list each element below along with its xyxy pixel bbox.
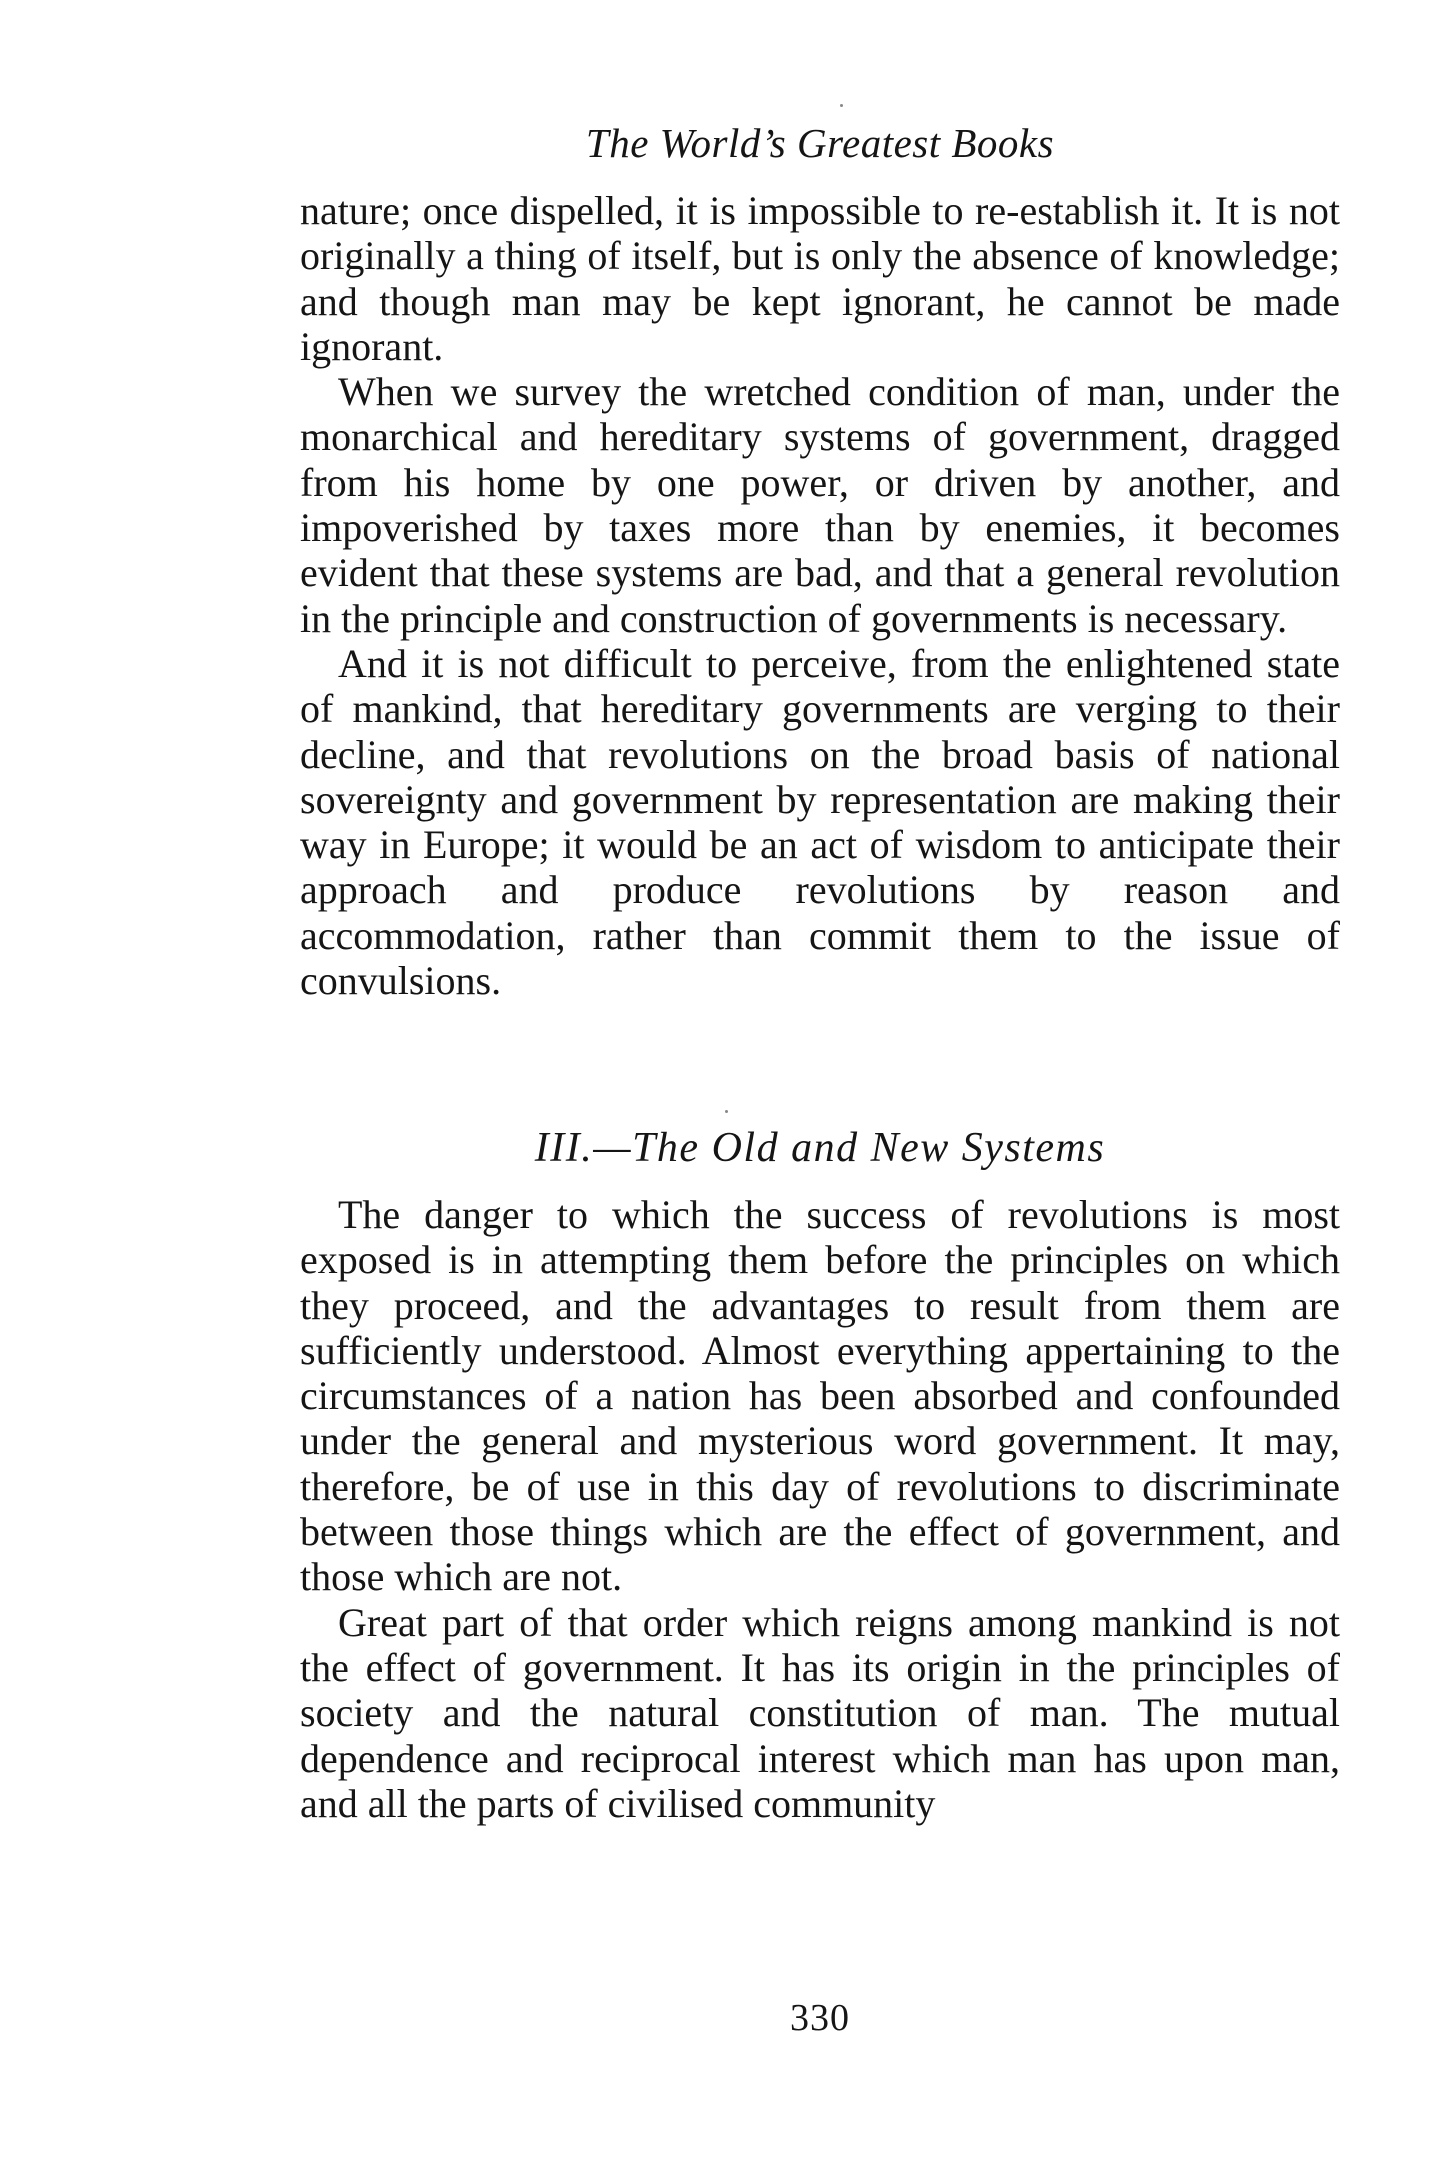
paragraph: And it is not difficult to perceive, from the enlightened state of mankind, that hereditary governments are verging to their decline, and that revolutions on the broad basis of national sovereignty and government by representation are making their way in Europe; it would be an act of wisdom to anticipate their approach and produce revolutions by reason and accommodation, rather than commit them to the issue of convulsions. [300,640,1340,1004]
paragraph: The danger to which the success of revolutions is most exposed is in attempting them before the principles on which they proceed, and the advantages to result from them are sufficiently understood. Almost everything appertaining to the circumstances of a nation has been absorbed and confounded under the general and mysterious word government. It may, therefore, be of use in this day of revolutions to discriminate between those things which are the effect of government, and those which are not. [300,1192,1340,1600]
paragraph: Great part of that order which reigns among mankind is not the effect of government. It has its origin in the principles of society and the natural constitution of man. The mutual dependence and reciprocal interest which man has upon man, and all the parts of civilised community [300,1599,1340,1826]
print-speck [840,104,843,107]
running-head: The World’s Greatest Books [585,120,1055,166]
section-heading: III.—The Old and New Systems [534,1125,1106,1171]
paragraph-continued: nature; once dispelled, it is impossible to re-establish it. It is not originally a thing of itself, but is only the absence of knowledge; and though man may be kept ignorant, he cannot be made ignorant. [300,188,1340,369]
text-block-before-section [300,188,1340,1003]
paragraph: When we survey the wretched condition of man, under the monarchical and hereditary systems of government, dragged from his home by one power, or driven by another, and impoverished by taxes more than by enemies, it becomes evident that these systems are bad, and that a general revolution in the principle and construction of governments is necessary. [300,369,1340,641]
print-speck [725,1110,728,1113]
text-block-after-section [300,1192,1340,1826]
page-number: 330 [790,1997,850,2039]
